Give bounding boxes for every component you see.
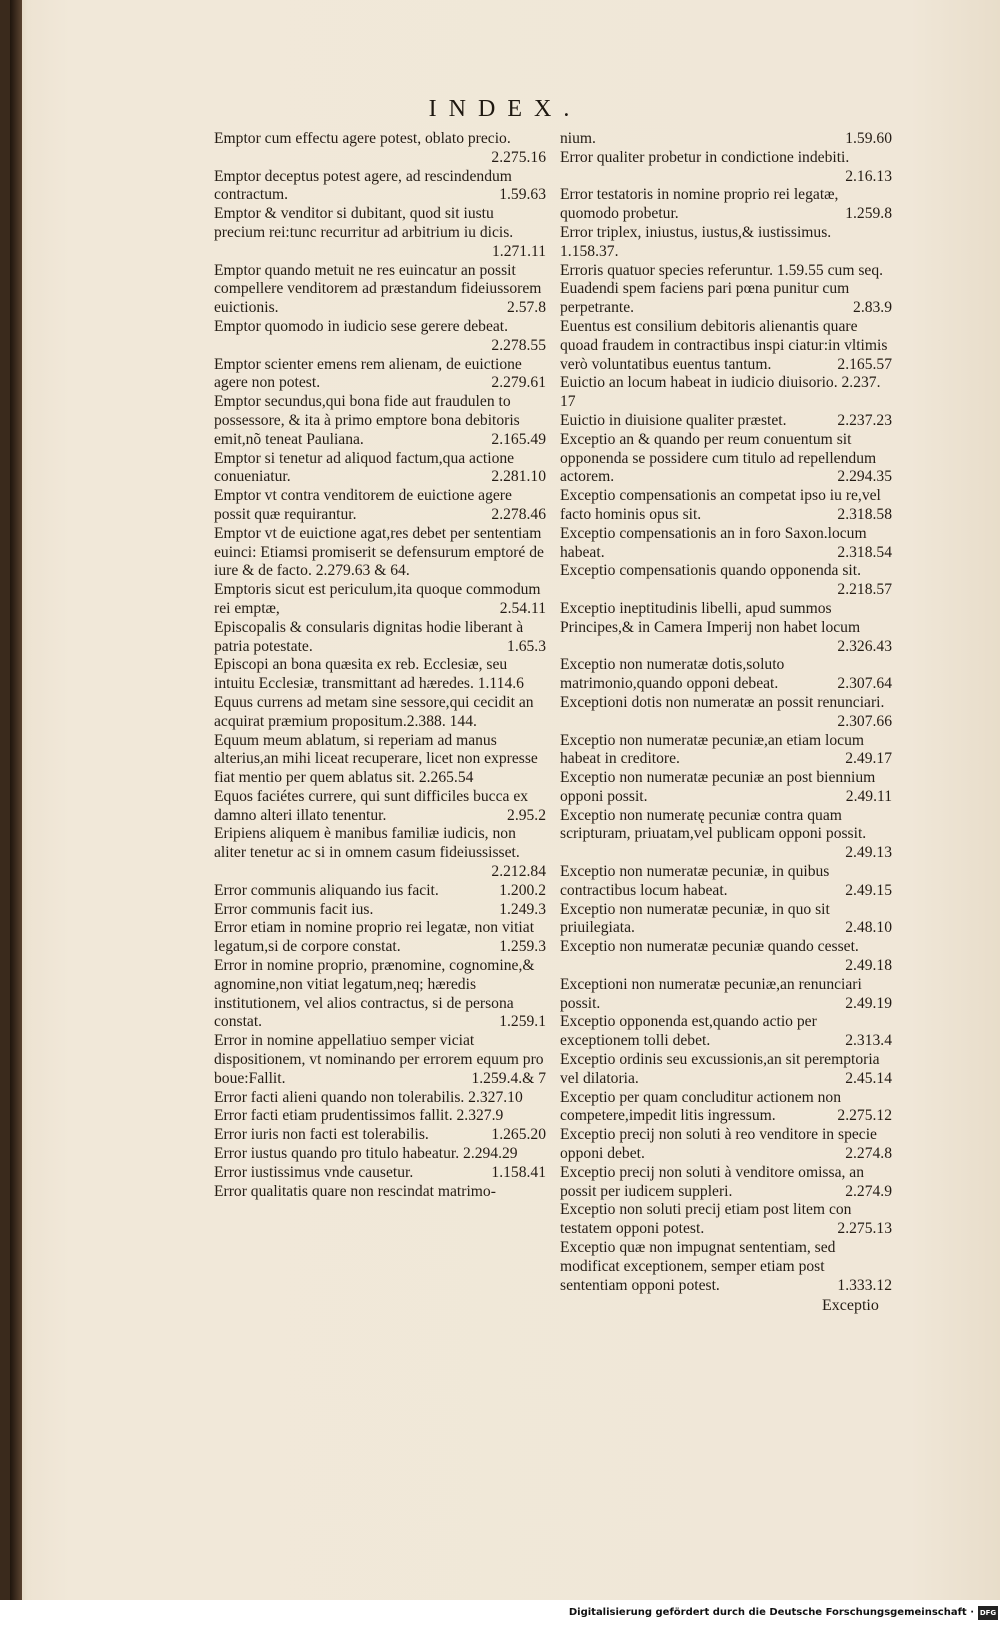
index-entry-text: Equus currens ad metam sine sessore,qui cecidit an acquirat præmium propositum.2.388. 144. [214, 693, 534, 730]
index-entry [560, 976, 892, 1014]
index-entry-reference: 2.307.64 [837, 675, 892, 693]
index-entry [560, 1201, 892, 1239]
catchword: Exceptio [822, 1297, 879, 1314]
index-entry-reference: 2.318.54 [837, 543, 892, 561]
index-entry [560, 525, 892, 563]
index-entry [560, 807, 892, 863]
index-entry-text: Emptor quomodo in iudicio sese gerere debeat. [214, 317, 509, 335]
index-entry-reference: 1.59.63 [499, 186, 546, 204]
index-entry-text: Equum meum ablatum, si reperiam ad manus alterius,an mihi liceat recuperare, licet non expresse fiat mentio per quem ablatus sit. 2.265.54 [214, 731, 538, 787]
index-entry-text: Exceptio an & quando per reum conuentum sit opponenda se possidere cum titulo ad repellendum actorem. [560, 430, 877, 486]
index-entry [560, 280, 892, 318]
index-entry-reference: 2.274.8 [845, 1145, 892, 1163]
index-entry-reference: 2.278.46 [491, 505, 546, 523]
index-entry-text: Episcopalis & consularis dignitas hodie liberant à patria potestate. [214, 618, 524, 655]
index-entry-reference: 2.278.55 [491, 336, 546, 354]
index-entry [560, 374, 892, 412]
index-entry [214, 393, 546, 449]
index-entry [214, 581, 546, 619]
index-entry-reference: 1.200.2 [499, 881, 546, 899]
index-entry-reference: 1.259.8 [845, 205, 892, 223]
index-entry-text: Error etiam in nomine proprio rei legatæ, non vitiat legatum,si de corpore constat. [214, 919, 535, 956]
index-entry-reference: 2.326.43 [837, 637, 892, 655]
index-entry [560, 487, 892, 525]
index-entry-reference: 2.49.11 [845, 787, 892, 805]
index-entry [560, 431, 892, 487]
index-entry [560, 1239, 892, 1295]
index-entry [214, 957, 546, 1032]
book-spine [10, 0, 22, 1600]
index-entry-reference: 2.281.10 [491, 468, 546, 486]
index-entry [214, 450, 546, 488]
index-entry [560, 318, 892, 374]
index-entry-text: Exceptio precij non soluti à venditore omissa, an possit per iudicem suppleri. [560, 1163, 865, 1200]
index-entry-text: Exceptio ordinis seu excussionis,an sit peremptoria vel dilatoria. [560, 1051, 880, 1087]
index-entry [214, 1145, 546, 1164]
index-entry [214, 901, 546, 920]
index-entry [214, 1032, 546, 1088]
index-entry [214, 1089, 546, 1108]
index-entry-text: Exceptioni non numeratæ pecuniæ,an renunciari possit. [560, 975, 862, 1012]
index-entry-reference: 2.218.57 [837, 581, 892, 599]
index-entry [560, 224, 892, 262]
index-entry-reference: 2.95.2 [507, 806, 546, 824]
index-entry-text: Euentus est consilium debitoris alienantis quare quoad fraudem in contractibus inspi ciatur:in vltimis verò voluntatibus euentus tantum. [560, 317, 888, 373]
index-entry [214, 168, 546, 206]
index-entry [560, 694, 892, 732]
index-entry-text: Exceptio opponenda est,quando actio per exceptionem tolli debet. [560, 1013, 817, 1050]
index-entry-reference: 2.49.15 [845, 881, 892, 899]
index-entry-text: Exceptio non numeratę pecuniæ contra quam scripturam, priuatam,vel publicam opponi possit. [560, 806, 867, 843]
index-entry [560, 412, 892, 431]
index-entry-text: Emptor secundus,qui bona fide aut fraudulen to possessore, & ita à primo emptore bona debitoris emit,nõ teneat Pauliana. [214, 393, 520, 448]
index-entry-reference: 1.158.41 [491, 1163, 546, 1181]
index-entry-reference: 2.49.18 [845, 957, 892, 975]
index-entry-text: Emptor quando metuit ne res euincatur an possit compellere venditorem ad præstandum fideiussorem euictionis. [214, 261, 542, 317]
index-entry-reference: 2.57.8 [507, 299, 546, 317]
index-entry [214, 262, 546, 318]
index-entry-text: Exceptio compensationis quando opponenda sit. [560, 562, 861, 580]
index-entry-reference: 1.333.12 [837, 1276, 892, 1294]
index-entry [560, 600, 892, 656]
index-entry-text: Exceptio compensationis an in foro Saxon.locum habeat. [560, 524, 867, 561]
index-entry-reference: 2.275.13 [837, 1220, 892, 1238]
index-entry-text: Error communis aliquando ius facit. [214, 881, 439, 899]
index-entry-text: Emptor vt de euictione agat,res debet per sententiam euinci: Etiamsi promiserit se defensurum emptoré de iure & de facto. 2.279.63 & 64. [214, 524, 544, 580]
index-entry-reference: 2.307.66 [837, 712, 892, 730]
index-entry [214, 205, 546, 261]
index-entry-text: Emptor cum effectu agere potest, oblato precio. [214, 130, 511, 147]
index-entry-reference: 1.259.3 [499, 938, 546, 956]
index-entry-text: Exceptio non numeratæ pecuniæ, in quo sit priuilegiata. [560, 900, 830, 937]
index-entry-text: Error triplex, iniustus, iustus,& iustissimus. 1.158.37. [560, 223, 832, 260]
index-entry-text: Episcopi an bona quæsita ex reb. Ecclesiæ, seu intuitu Ecclesiæ, transmittant ad hæredes. 1.114.6 [214, 656, 524, 693]
index-entry [560, 901, 892, 939]
index-entry [214, 694, 546, 732]
index-entry [560, 1013, 892, 1051]
index-entry-text: Error communis facit ius. [214, 900, 374, 918]
index-entry-text: Erroris quatuor species referuntur. 1.59.55 cum seq. [560, 261, 884, 279]
index-entry-text: Error in nomine proprio, prænomine, cognomine,& agnomine,non vitiat legatum,neq; hæredis institutionem, vel alios contractus, si de persona constat. [214, 957, 535, 1031]
index-entry [560, 130, 892, 149]
index-entry-reference: 2.212.84 [491, 863, 546, 881]
index-entry-text: Eripiens aliquem è manibus familiæ iudicis, non aliter tenetur ac si in omnem casum fideiussisset. [214, 825, 520, 862]
index-entry-text: Equos faciétes currere, qui sunt difficiles bucca ex damno alteri illato tenentur. [214, 787, 529, 824]
index-entry-text: nium. [560, 130, 596, 147]
index-entry-text: Emptoris sicut est periculum,ita quoque commodum rei emptæ, [214, 581, 541, 617]
index-entry-text: Emptor scienter emens rem alienam, de euictione agere non potest. [214, 355, 522, 392]
index-entry [214, 732, 546, 788]
index-entry [214, 130, 546, 168]
index-entry-text: Error facti alieni quando non tolerabilis. 2.327.10 [214, 1088, 523, 1106]
index-entry [214, 882, 546, 901]
index-entry-text: Exceptio ineptitudinis libelli, apud summos Principes,& in Camera Imperij non habet locum [560, 599, 861, 636]
index-entry-reference: 2.48.10 [845, 919, 892, 937]
index-entry-text: Emptor si tenetur ad aliquod factum,qua actione conueniatur. [214, 449, 515, 486]
index-entry [560, 1164, 892, 1202]
index-entry-text: Exceptio quæ non impugnat sententiam, sed modificat exceptionem, semper etiam post sententiam opponi potest. [560, 1239, 836, 1294]
index-entry-reference: 1.249.3 [499, 900, 546, 918]
index-entry [560, 186, 892, 224]
index-entry [560, 562, 892, 600]
index-entry-reference: 2.279.61 [491, 374, 546, 392]
index-entry-reference: 2.49.13 [845, 844, 892, 862]
index-entry-reference: 2.313.4 [845, 1032, 892, 1050]
index-entry [214, 919, 546, 957]
index-entry [214, 825, 546, 881]
index-entry-reference: 2.16.13 [845, 167, 892, 185]
footer-bar [0, 1600, 1000, 1628]
index-entry-reference: 2.83.9 [853, 299, 892, 317]
index-entry-text: Error in nomine appellatiuo semper viciat dispositionem, vt nominando per errorem equum pro boue:Fallit. [214, 1032, 544, 1087]
index-entry-reference: 2.49.19 [845, 994, 892, 1012]
index-entry-reference: 2.54.11 [499, 599, 546, 617]
index-entry-text: Error qualitatis quare non rescindat matrimo- [214, 1182, 496, 1200]
index-entry-reference: 2.275.12 [837, 1107, 892, 1125]
index-entry [560, 1089, 892, 1127]
index-entry-text: Exceptio non numeratæ pecuniæ an post biennium opponi possit. [560, 769, 876, 805]
index-entry [214, 788, 546, 826]
index-entry-text: Exceptio non numeratæ dotis,soluto matrimonio,quando opponi debeat. [560, 656, 785, 693]
index-entry-text: Emptor & venditor si dubitant, quod sit iustu precium rei:tunc recurritur ad arbitrium iu dicis. [214, 205, 514, 241]
index-entry-text: Exceptio non numeratæ pecuniæ,an etiam locum habeat in creditore. [560, 731, 864, 768]
index-entry-reference: 1.259.4.& 7 [471, 1069, 546, 1087]
index-entry-reference: 2.294.35 [837, 468, 892, 486]
index-entry-reference: 1.271.11 [492, 242, 546, 260]
index-entry-text: Error iuris non facti est tolerabilis. [214, 1126, 429, 1144]
index-entry-text: Exceptio precij non soluti à reo venditore in specie opponi debet. [560, 1126, 877, 1163]
index-entry [214, 619, 546, 657]
index-entry [214, 356, 546, 394]
index-entry [214, 1126, 546, 1145]
index-entry-reference: 2.165.49 [491, 430, 546, 448]
index-entry-reference: 2.275.16 [491, 148, 546, 166]
index-entry [560, 149, 892, 187]
index-entry [560, 863, 892, 901]
index-entry [560, 656, 892, 694]
footer-credit: Digitalisierung gefördert durch die Deutsche Forschungsgemeinschaft · [568, 1607, 974, 1618]
page-header: INDEX. [428, 96, 582, 122]
index-entry-text: Exceptio non numeratæ pecuniæ quando cesset. [560, 938, 859, 956]
index-entry-text: Exceptioni dotis non numeratæ an possit renunciari. [560, 693, 885, 711]
index-column-left [214, 130, 546, 1201]
index-entry-reference: 2.274.9 [845, 1182, 892, 1200]
index-entry-reference: 2.165.57 [837, 355, 892, 373]
index-entry-reference: 1.59.60 [845, 130, 892, 147]
index-entry-text: Exceptio non numeratæ pecuniæ, in quibus contractibus locum habeat. [560, 863, 830, 899]
index-entry-text: Error iustissimus vnde causetur. [214, 1163, 414, 1181]
index-entry-reference: 1.259.1 [499, 1013, 546, 1031]
index-entry [214, 318, 546, 356]
index-entry-reference: 2.237.23 [837, 411, 892, 429]
index-entry [214, 1107, 546, 1126]
index-entry [214, 525, 546, 581]
index-entry-text: Emptor vt contra venditorem de euictione agere possit quæ requirantur. [214, 487, 512, 523]
index-entry [214, 1164, 546, 1183]
index-entry [214, 487, 546, 525]
index-entry-reference: 1.65.3 [507, 637, 546, 655]
index-entry-text: Euictio in diuisione qualiter præstet. [560, 411, 787, 429]
index-entry-text: Exceptio compensationis an competat ipso iu re,vel facto hominis opus sit. [560, 487, 881, 523]
index-entry-text: Euictio an locum habeat in iudicio diuisorio. 2.237. 17 [560, 374, 881, 411]
index-entry-text: Error qualiter probetur in condictione indebiti. [560, 148, 850, 166]
index-entry [560, 769, 892, 807]
index-entry-reference: 2.45.14 [845, 1069, 892, 1087]
index-entry-reference: 2.49.17 [845, 750, 892, 768]
index-entry [560, 938, 892, 976]
index-entry-reference: 2.318.58 [837, 505, 892, 523]
index-column-right [560, 130, 892, 1295]
index-entry-text: Exceptio non soluti precij etiam post litem con testatem opponi potest. [560, 1201, 852, 1238]
index-entry [560, 732, 892, 770]
index-entry-text: Euadendi spem faciens pari pœna punitur cum perpetrante. [560, 280, 850, 317]
index-entry-text: Error testatoris in nomine proprio rei legatæ, quomodo probetur. [560, 186, 839, 223]
index-entry-reference: 1.265.20 [491, 1126, 546, 1144]
index-entry [214, 656, 546, 694]
index-entry-text: Error iustus quando pro titulo habeatur. 2.294.29 [214, 1145, 518, 1163]
index-entry [560, 1051, 892, 1089]
index-entry-text: Emptor deceptus potest agere, ad rescindendum contractum. [214, 167, 512, 204]
index-entry [560, 1126, 892, 1164]
index-entry-text: Exceptio per quam concluditur actionem non competere,impedit litis ingressum. [560, 1088, 842, 1125]
dfg-logo-icon: DFG [978, 1606, 998, 1620]
index-entry [214, 1183, 546, 1202]
index-entry-text: Error facti etiam prudentissimos fallit. 2.327.9 [214, 1107, 504, 1125]
index-entry [560, 262, 892, 281]
